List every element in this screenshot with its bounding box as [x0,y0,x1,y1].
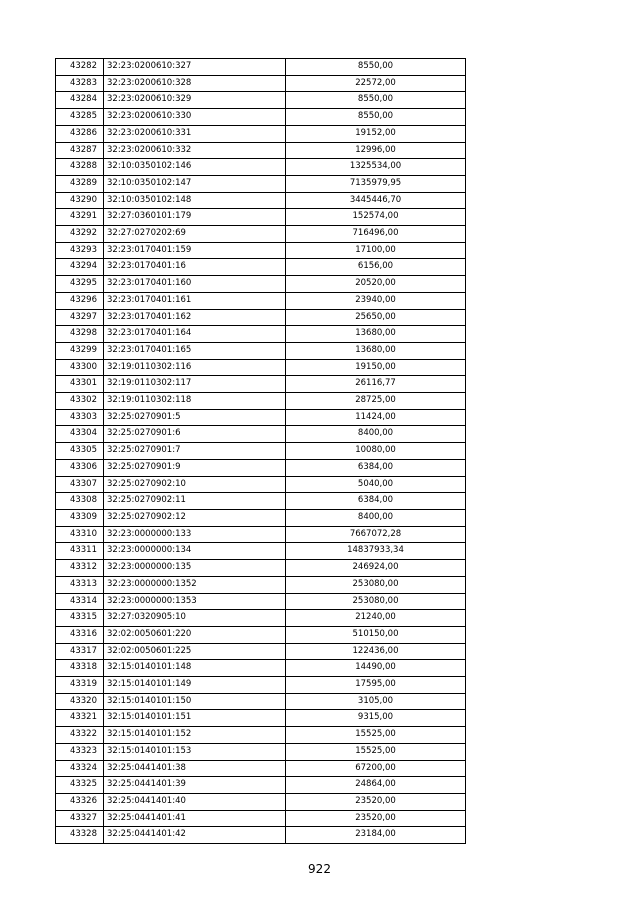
cadastral-number-cell: 32:23:0170401:162 [104,309,286,326]
cadastral-number-cell: 32:23:0170401:164 [104,326,286,343]
table-row [56,443,466,460]
row-number-cell: 43293 [56,242,104,259]
cadastral-number-cell: 32:25:0270901:6 [104,426,286,443]
table-row [56,760,466,777]
table-row [56,142,466,159]
value-cell: 24864,00 [286,777,466,794]
value-cell: 510150,00 [286,626,466,643]
table-row [56,727,466,744]
value-cell: 28725,00 [286,393,466,410]
table-row [56,125,466,142]
value-cell: 67200,00 [286,760,466,777]
value-cell: 14490,00 [286,660,466,677]
row-number-cell: 43303 [56,409,104,426]
value-cell: 152574,00 [286,209,466,226]
table-row [56,459,466,476]
cadastral-number-cell: 32:10:0350102:146 [104,159,286,176]
cadastral-number-cell: 32:15:0140101:153 [104,743,286,760]
row-number-cell: 43282 [56,59,104,76]
value-cell: 8550,00 [286,92,466,109]
row-number-cell: 43286 [56,125,104,142]
value-cell: 8400,00 [286,509,466,526]
value-cell: 14837933,34 [286,543,466,560]
value-cell: 17595,00 [286,677,466,694]
row-number-cell: 43308 [56,493,104,510]
row-number-cell: 43296 [56,292,104,309]
row-number-cell: 43311 [56,543,104,560]
table-row [56,342,466,359]
row-number-cell: 43317 [56,643,104,660]
cadastral-number-cell: 32:10:0350102:148 [104,192,286,209]
table-row [56,626,466,643]
row-number-cell: 43307 [56,476,104,493]
cadastral-number-cell: 32:27:0320905:10 [104,610,286,627]
row-number-cell: 43327 [56,810,104,827]
cadastral-number-cell: 32:15:0140101:148 [104,660,286,677]
cadastral-number-cell: 32:19:0110302:117 [104,376,286,393]
row-number-cell: 43300 [56,359,104,376]
cadastral-number-cell: 32:23:0200610:327 [104,59,286,76]
cadastral-number-cell: 32:15:0140101:152 [104,727,286,744]
table-row [56,192,466,209]
table-row [56,209,466,226]
value-cell: 246924,00 [286,560,466,577]
table-row [56,777,466,794]
table-row [56,660,466,677]
value-cell: 21240,00 [286,610,466,627]
cadastral-number-cell: 32:25:0270901:7 [104,443,286,460]
value-cell: 6156,00 [286,259,466,276]
row-number-cell: 43285 [56,109,104,126]
cadastral-number-cell: 32:25:0270902:12 [104,509,286,526]
row-number-cell: 43321 [56,710,104,727]
table-row [56,743,466,760]
value-cell: 3105,00 [286,693,466,710]
value-cell: 23520,00 [286,793,466,810]
table-row [56,526,466,543]
table-row [56,59,466,76]
row-number-cell: 43305 [56,443,104,460]
row-number-cell: 43325 [56,777,104,794]
row-number-cell: 43326 [56,793,104,810]
value-cell: 1325534,00 [286,159,466,176]
value-cell: 17100,00 [286,242,466,259]
value-cell: 11424,00 [286,409,466,426]
row-number-cell: 43304 [56,426,104,443]
value-cell: 7667072,28 [286,526,466,543]
table-row [56,159,466,176]
table-row [56,393,466,410]
table-row [56,793,466,810]
cadastral-number-cell: 32:02:0050601:225 [104,643,286,660]
table-row [56,92,466,109]
cadastral-number-cell: 32:02:0050601:220 [104,626,286,643]
value-cell: 9315,00 [286,710,466,727]
row-number-cell: 43315 [56,610,104,627]
table-row [56,75,466,92]
cadastral-number-cell: 32:23:0000000:133 [104,526,286,543]
table-row [56,560,466,577]
cadastral-number-cell: 32:23:0200610:332 [104,142,286,159]
table-row [56,259,466,276]
value-cell: 6384,00 [286,459,466,476]
row-number-cell: 43289 [56,175,104,192]
table-row [56,593,466,610]
cadastral-number-cell: 32:19:0110302:118 [104,393,286,410]
row-number-cell: 43313 [56,576,104,593]
value-cell: 253080,00 [286,576,466,593]
cadastral-number-cell: 32:25:0270902:11 [104,493,286,510]
table-row [56,693,466,710]
row-number-cell: 43298 [56,326,104,343]
cadastral-number-cell: 32:23:0170401:165 [104,342,286,359]
table-row [56,509,466,526]
row-number-cell: 43287 [56,142,104,159]
cadastral-number-cell: 32:25:0441401:42 [104,827,286,844]
row-number-cell: 43322 [56,727,104,744]
value-cell: 22572,00 [286,75,466,92]
cadastral-number-cell: 32:23:0000000:134 [104,543,286,560]
value-cell: 15525,00 [286,743,466,760]
table-row [56,810,466,827]
table-row [56,827,466,844]
row-number-cell: 43314 [56,593,104,610]
value-cell: 3445446,70 [286,192,466,209]
row-number-cell: 43318 [56,660,104,677]
cadastral-number-cell: 32:23:0170401:16 [104,259,286,276]
cadastral-number-cell: 32:25:0441401:39 [104,777,286,794]
table-row [56,677,466,694]
row-number-cell: 43283 [56,75,104,92]
table-row [56,710,466,727]
table-row [56,643,466,660]
value-cell: 6384,00 [286,493,466,510]
table-row [56,376,466,393]
value-cell: 13680,00 [286,342,466,359]
cadastral-number-cell: 32:25:0270902:10 [104,476,286,493]
cadastral-number-cell: 32:23:0170401:160 [104,276,286,293]
value-cell: 12996,00 [286,142,466,159]
row-number-cell: 43328 [56,827,104,844]
row-number-cell: 43323 [56,743,104,760]
cadastral-number-cell: 32:23:0200610:329 [104,92,286,109]
table-row [56,610,466,627]
row-number-cell: 43299 [56,342,104,359]
table-row [56,543,466,560]
value-cell: 253080,00 [286,593,466,610]
value-cell: 19152,00 [286,125,466,142]
row-number-cell: 43316 [56,626,104,643]
cadastral-number-cell: 32:25:0441401:41 [104,810,286,827]
table-row [56,359,466,376]
cadastral-number-cell: 32:15:0140101:150 [104,693,286,710]
row-number-cell: 43291 [56,209,104,226]
cadastral-number-cell: 32:15:0140101:151 [104,710,286,727]
value-cell: 122436,00 [286,643,466,660]
table-row [56,426,466,443]
value-cell: 26116,77 [286,376,466,393]
value-cell: 7135979,95 [286,175,466,192]
cadastral-number-cell: 32:23:0170401:159 [104,242,286,259]
table-row [56,242,466,259]
table-row [56,576,466,593]
value-cell: 19150,00 [286,359,466,376]
cadastral-number-cell: 32:19:0110302:116 [104,359,286,376]
table-row [56,292,466,309]
row-number-cell: 43294 [56,259,104,276]
cadastral-number-cell: 32:15:0140101:149 [104,677,286,694]
table-row [56,326,466,343]
value-cell: 23940,00 [286,292,466,309]
cadastral-number-cell: 32:23:0000000:1352 [104,576,286,593]
value-cell: 25650,00 [286,309,466,326]
row-number-cell: 43297 [56,309,104,326]
cadastral-number-cell: 32:27:0270202:69 [104,226,286,243]
cadastral-number-cell: 32:10:0350102:147 [104,175,286,192]
row-number-cell: 43292 [56,226,104,243]
table-body [56,59,466,844]
value-cell: 20520,00 [286,276,466,293]
cadastral-number-cell: 32:23:0170401:161 [104,292,286,309]
cadastral-number-cell: 32:23:0000000:1353 [104,593,286,610]
table-row [56,476,466,493]
row-number-cell: 43324 [56,760,104,777]
table-row [56,226,466,243]
cadastral-number-cell: 32:25:0441401:40 [104,793,286,810]
cadastral-number-cell: 32:23:0200610:328 [104,75,286,92]
cadastral-number-cell: 32:25:0270901:9 [104,459,286,476]
value-cell: 8550,00 [286,109,466,126]
table-row [56,175,466,192]
value-cell: 8550,00 [286,59,466,76]
value-cell: 23520,00 [286,810,466,827]
row-number-cell: 43309 [56,509,104,526]
table-row [56,309,466,326]
cadastral-number-cell: 32:23:0200610:331 [104,125,286,142]
row-number-cell: 43310 [56,526,104,543]
table-row [56,493,466,510]
value-cell: 716496,00 [286,226,466,243]
row-number-cell: 43288 [56,159,104,176]
table-row [56,409,466,426]
value-cell: 23184,00 [286,827,466,844]
cadastral-number-cell: 32:25:0270901:5 [104,409,286,426]
cadastral-number-cell: 32:25:0441401:38 [104,760,286,777]
value-cell: 15525,00 [286,727,466,744]
row-number-cell: 43302 [56,393,104,410]
value-cell: 5040,00 [286,476,466,493]
value-cell: 8400,00 [286,426,466,443]
cadastral-value-table [55,58,466,844]
value-cell: 13680,00 [286,326,466,343]
cadastral-number-cell: 32:23:0000000:135 [104,560,286,577]
row-number-cell: 43284 [56,92,104,109]
row-number-cell: 43295 [56,276,104,293]
row-number-cell: 43312 [56,560,104,577]
row-number-cell: 43290 [56,192,104,209]
row-number-cell: 43301 [56,376,104,393]
row-number-cell: 43306 [56,459,104,476]
page-number: 922 [308,862,331,876]
cadastral-number-cell: 32:23:0200610:330 [104,109,286,126]
cadastral-number-cell: 32:27:0360101:179 [104,209,286,226]
row-number-cell: 43320 [56,693,104,710]
value-cell: 10080,00 [286,443,466,460]
table-row [56,276,466,293]
row-number-cell: 43319 [56,677,104,694]
table-row [56,109,466,126]
